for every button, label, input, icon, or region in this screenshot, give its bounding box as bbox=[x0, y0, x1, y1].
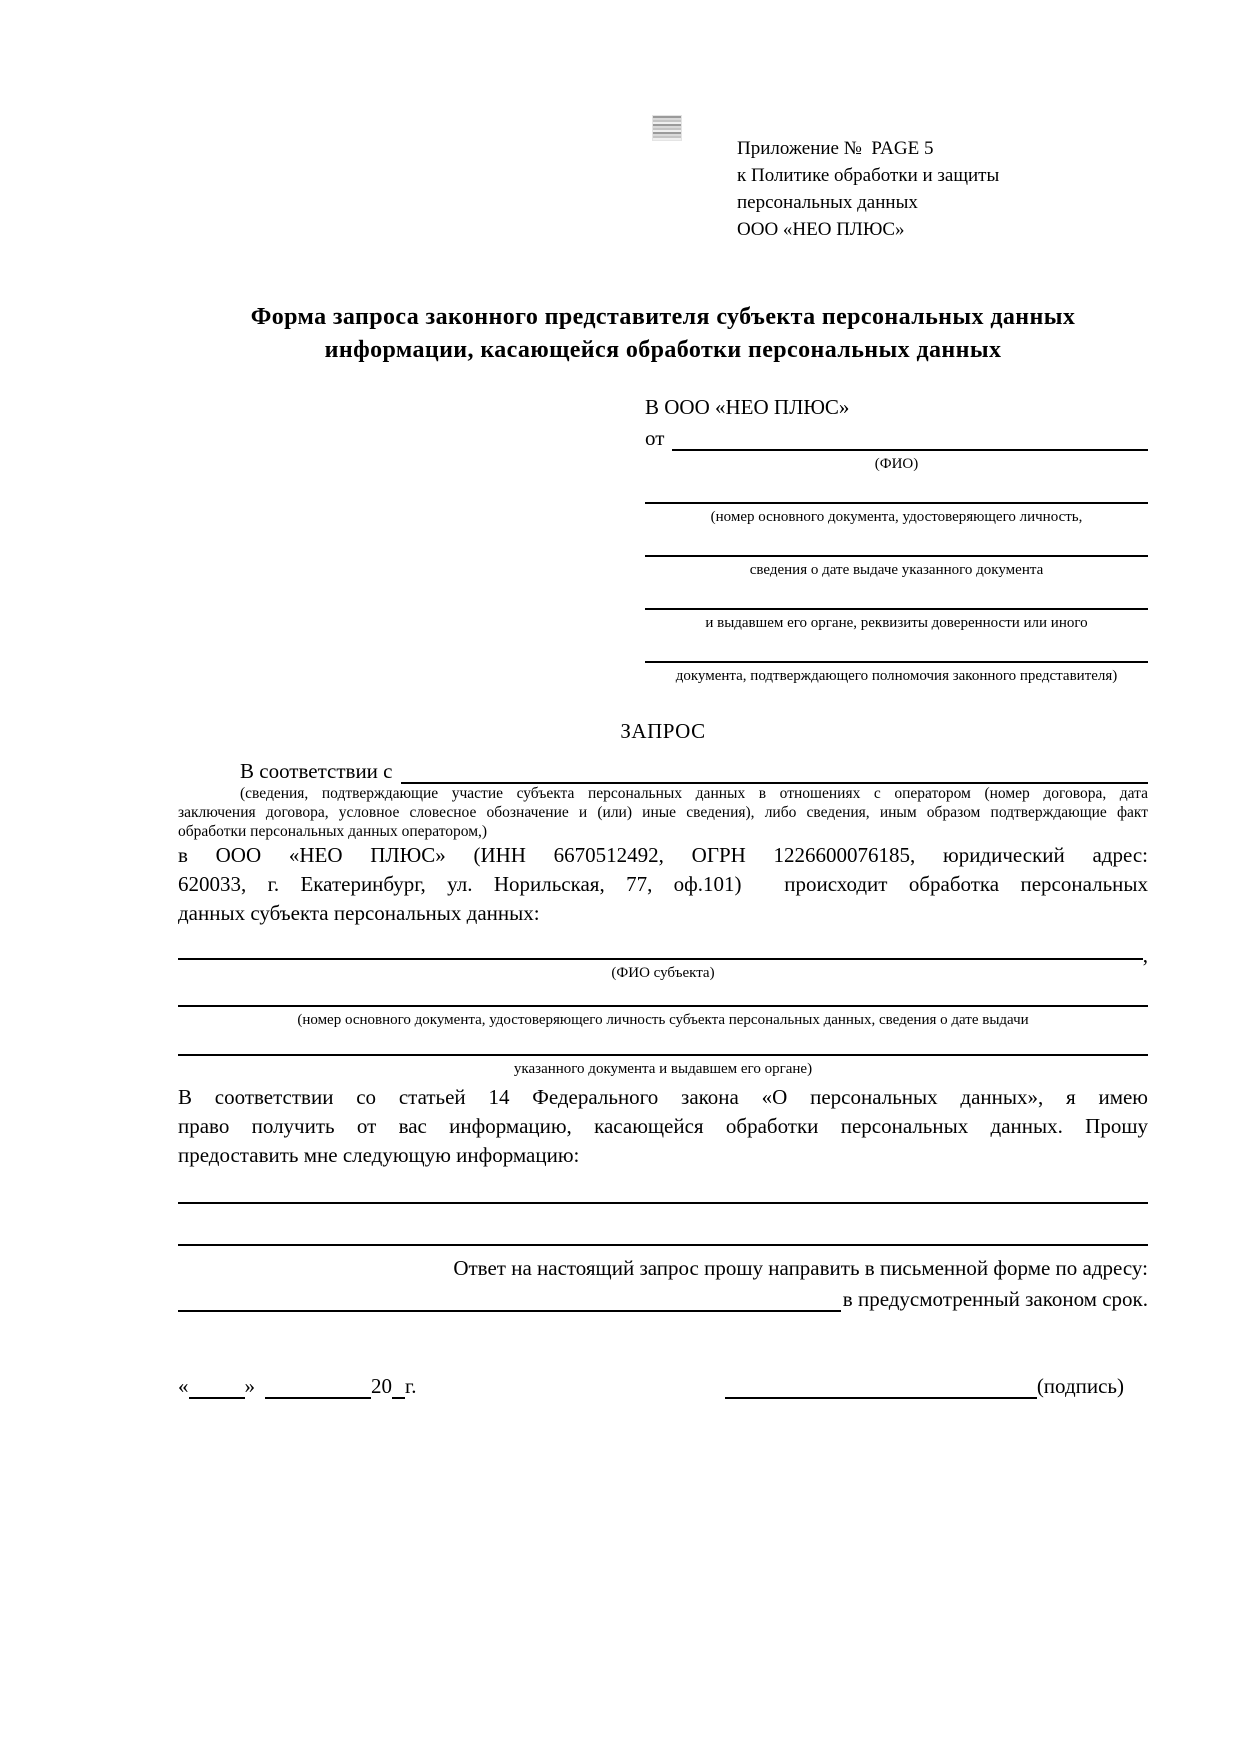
day-blank-field bbox=[189, 1377, 245, 1399]
fine-print-line: заключения договора, условное словесное обозначение и (или) иные сведения), либо сведения, иным образом подтверждающие факт bbox=[178, 804, 1148, 821]
reply-address-blank-field bbox=[178, 1284, 841, 1312]
subject-document-caption: (номер основного документа, удостоверяющего личность субъекта персональных данных, сведения о дате выдачи bbox=[297, 1012, 1029, 1028]
quote-open: « bbox=[178, 1374, 189, 1398]
subject-authority-caption: указанного документа и выдавшем его органе) bbox=[513, 1061, 813, 1077]
year-blank-field bbox=[392, 1377, 405, 1399]
addressee-to: В ООО «НЕО ПЛЮС» bbox=[645, 395, 850, 419]
accordance-blank-field bbox=[401, 756, 1149, 784]
year-century: 20 bbox=[371, 1374, 392, 1398]
issue-date-blank-field bbox=[645, 527, 1148, 557]
issuing-authority-blank-field bbox=[645, 580, 1148, 610]
date-signature-row bbox=[178, 1374, 1148, 1399]
appendix-line: к Политике обработки и защиты bbox=[737, 165, 1000, 186]
appendix-note bbox=[737, 135, 1148, 243]
operator-paragraph bbox=[178, 841, 1148, 928]
fine-print-line: обработки персональных данных оператором,) bbox=[178, 823, 488, 840]
subject-fio-caption: (ФИО субъекта) bbox=[611, 965, 715, 981]
fine-print-note bbox=[178, 784, 1148, 841]
appendix-line: ООО «НЕО ПЛЮС» bbox=[737, 219, 905, 240]
trailing-comma: , bbox=[1142, 943, 1148, 967]
from-label: от bbox=[645, 426, 665, 450]
operator-line: 620033, г. Екатеринбург, ул. Норильская, 77, оф.101) происходит обработка персональных bbox=[178, 872, 1148, 896]
fio-blank-field bbox=[672, 423, 1148, 451]
law-line: право получить от вас информацию, касающейся обработки персональных данных. Прошу bbox=[178, 1114, 1148, 1138]
requested-info-blank-field bbox=[178, 1204, 1148, 1246]
subject-fio-row bbox=[178, 942, 1148, 967]
document-number-blank-field bbox=[645, 474, 1148, 504]
document-content bbox=[178, 0, 1148, 1399]
year-suffix: г. bbox=[405, 1374, 417, 1398]
law-line: предоставить мне следующую информацию: bbox=[178, 1143, 580, 1167]
law-line: В соответствии со статьей 14 Федерального закона «О персональных данных», я имею bbox=[178, 1085, 1148, 1109]
subject-document-blank-field bbox=[178, 983, 1148, 1007]
signature-group bbox=[725, 1374, 1124, 1399]
field-caption: сведения о дате выдаче указанного документа bbox=[749, 562, 1044, 578]
requested-info-blank-field bbox=[178, 1170, 1148, 1204]
reply-address-line: Ответ на настоящий запрос прошу направить в письменной форме по адресу: bbox=[453, 1256, 1148, 1280]
addressee-block bbox=[645, 393, 1148, 686]
title-line: информации, касающейся обработки персональных данных bbox=[324, 337, 1002, 363]
appendix-line: персональных данных bbox=[737, 192, 918, 213]
title-line: Форма запроса законного представителя субъекта персональных данных bbox=[250, 304, 1076, 330]
law-paragraph bbox=[178, 1083, 1148, 1170]
quote-close: » bbox=[244, 1374, 255, 1398]
reply-term-row bbox=[178, 1282, 1148, 1312]
from-row bbox=[645, 421, 1148, 451]
subject-fio-blank-field bbox=[178, 932, 1143, 960]
month-blank-field bbox=[265, 1377, 371, 1399]
fine-print-line: (сведения, подтверждающие участие субъекта персональных данных в отношениях с оператором (номер договора, дата bbox=[240, 785, 1148, 802]
signature-caption: (подпись) bbox=[1036, 1374, 1124, 1398]
field-caption: документа, подтверждающего полномочия законного представителя) bbox=[675, 668, 1118, 684]
fio-caption: (ФИО) bbox=[874, 456, 919, 472]
accordance-row bbox=[178, 754, 1148, 784]
authority-document-blank-field bbox=[645, 633, 1148, 663]
accordance-label: В соответствии с bbox=[240, 759, 393, 783]
request-heading: ЗАПРОС bbox=[620, 719, 706, 743]
operator-line: в ООО «НЕО ПЛЮС» (ИНН 6670512492, ОГРН 1226600076185, юридический адрес: bbox=[178, 843, 1148, 867]
document-title bbox=[178, 301, 1148, 367]
reply-term-text: в предусмотренный законом срок. bbox=[842, 1287, 1148, 1311]
date-group bbox=[178, 1374, 417, 1399]
operator-line: данных субъекта персональных данных: bbox=[178, 901, 540, 925]
field-caption: и выдавшем его органе, реквизиты доверенности или иного bbox=[705, 615, 1088, 631]
subject-authority-blank-field bbox=[178, 1030, 1148, 1056]
appendix-line: Приложение № PAGE 5 bbox=[737, 138, 934, 159]
signature-blank-field bbox=[725, 1375, 1037, 1399]
field-caption: (номер основного документа, удостоверяющего личность, bbox=[710, 509, 1083, 525]
